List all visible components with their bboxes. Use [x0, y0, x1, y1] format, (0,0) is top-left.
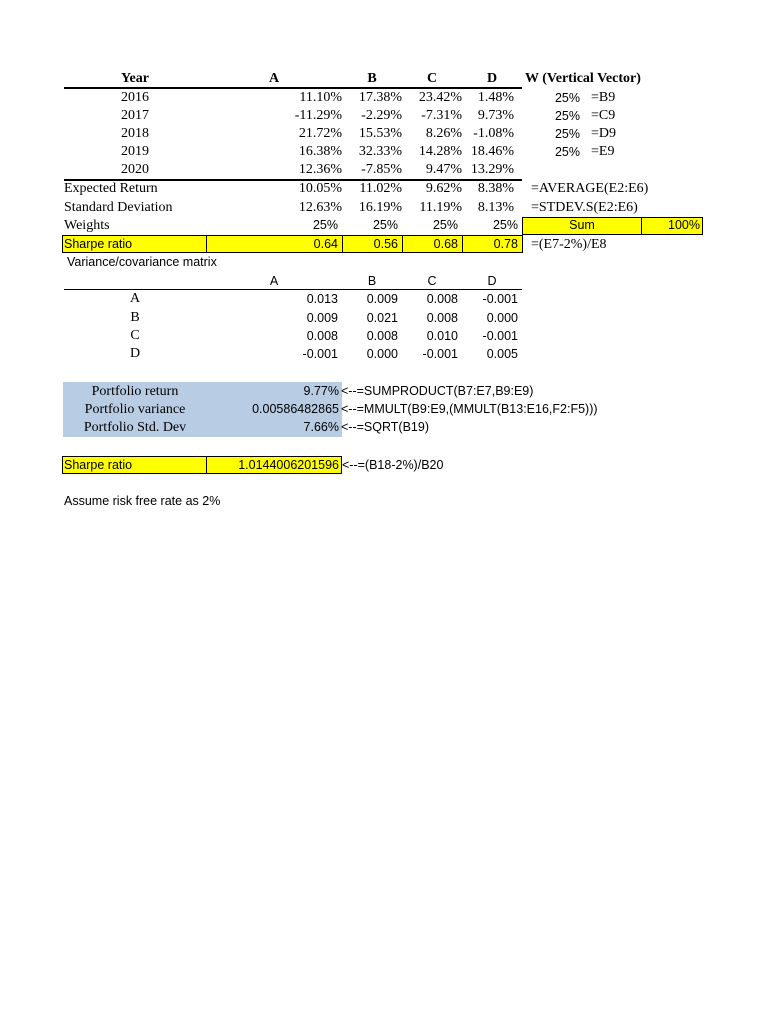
portfolio-sharpe-formula: <--=(B18-2%)/B20 [342, 458, 444, 472]
value-cell: 11.19% [419, 200, 462, 215]
value-cell: 14.28% [418, 144, 462, 159]
weight-input[interactable]: 25% [492, 218, 518, 232]
portfolio-variance-value: 0.00586482865 [252, 402, 339, 416]
header-d: D [486, 71, 498, 86]
matrix-header: D [487, 274, 497, 288]
matrix-cell: 0.008 [366, 329, 398, 343]
header-c: C [426, 71, 438, 86]
weight-input[interactable]: 25% [432, 218, 458, 232]
value-cell: 16.19% [358, 200, 402, 215]
matrix-row-label: A [129, 291, 141, 306]
matrix-cell: 0.010 [426, 329, 458, 343]
value-cell: 21.72% [298, 126, 342, 141]
value-cell: 8.38% [477, 181, 514, 196]
matrix-cell: 0.005 [486, 347, 518, 361]
sum-label: Sum [569, 218, 595, 232]
header-a: A [268, 71, 280, 86]
matrix-cell: 0.008 [306, 329, 338, 343]
header-underline [64, 87, 522, 89]
value-cell: 0.68 [433, 237, 458, 251]
matrix-cell: 0.000 [366, 347, 398, 361]
weight-cell: 25% [554, 109, 580, 123]
risk-free-note: Assume risk free rate as 2% [64, 494, 221, 508]
sum-value: 100% [668, 218, 700, 232]
value-cell: 0.78 [493, 237, 518, 251]
portfolio-stddev-formula: <--=SQRT(B19) [341, 420, 429, 434]
matrix-row-label: C [130, 328, 140, 343]
matrix-cell: 0.009 [366, 292, 398, 306]
value-cell: -2.29% [361, 108, 402, 123]
header-b: B [367, 71, 377, 86]
value-cell: 16.38% [298, 144, 342, 159]
weight-ref: =E9 [591, 144, 615, 159]
matrix-cell: -0.001 [302, 347, 338, 361]
value-cell: 11.02% [359, 181, 402, 196]
value-cell: 9.73% [477, 108, 514, 123]
value-cell: -7.85% [361, 162, 402, 177]
value-cell: 23.42% [418, 90, 462, 105]
matrix-rule [64, 289, 522, 290]
matrix-cell: -0.001 [482, 292, 518, 306]
value-cell: 15.53% [358, 126, 402, 141]
value-cell: 8.13% [477, 200, 514, 215]
portfolio-sharpe-label: Sharpe ratio [64, 458, 133, 472]
matrix-cell: 0.000 [486, 311, 518, 325]
weight-ref: =B9 [591, 90, 616, 105]
value-cell: -7.31% [421, 108, 462, 123]
weight-cell: 25% [554, 91, 580, 105]
year-cell: 2020 [121, 162, 149, 177]
value-cell: 12.36% [298, 162, 342, 177]
value-cell: 11.10% [299, 90, 342, 105]
weight-cell: 25% [554, 127, 580, 141]
portfolio-stddev-label: Portfolio Std. Dev [83, 420, 187, 435]
year-cell: 2019 [121, 144, 149, 159]
matrix-cell: -0.001 [482, 329, 518, 343]
value-cell: 10.05% [298, 181, 342, 196]
value-cell: 32.33% [358, 144, 402, 159]
value-cell: 0.64 [313, 237, 338, 251]
value-cell: 8.26% [425, 126, 462, 141]
expected-return-label: Expected Return [64, 181, 158, 196]
matrix-cell: 0.021 [366, 311, 398, 325]
weights-label: Weights [64, 218, 110, 233]
value-cell: -11.29% [294, 108, 342, 123]
stdev-label: Standard Deviation [64, 200, 173, 215]
value-cell: 0.56 [373, 237, 398, 251]
value-cell: 9.47% [425, 162, 462, 177]
portfolio-return-formula: <--=SUMPRODUCT(B7:E7,B9:E9) [341, 384, 534, 398]
matrix-header: C [427, 274, 437, 288]
covariance-title: Variance/covariance matrix [67, 255, 217, 269]
value-cell: 13.29% [470, 162, 514, 177]
matrix-row-label: D [129, 346, 141, 361]
weight-input[interactable]: 25% [372, 218, 398, 232]
matrix-cell: -0.001 [422, 347, 458, 361]
portfolio-variance-label: Portfolio variance [84, 402, 186, 417]
portfolio-return-label: Portfolio return [91, 384, 179, 399]
weight-ref: =C9 [591, 108, 616, 123]
portfolio-variance-formula: <--=MMULT(B9:E9,(MMULT(B13:E16,F2:F5))) [341, 402, 598, 416]
year-cell: 2017 [121, 108, 149, 123]
weight-ref: =D9 [591, 126, 617, 141]
portfolio-return-value: 9.77% [303, 384, 339, 398]
value-cell: 9.62% [425, 181, 462, 196]
matrix-cell: 0.008 [426, 311, 458, 325]
matrix-cell: 0.013 [306, 292, 338, 306]
matrix-row-label: B [130, 310, 140, 325]
weight-cell: 25% [554, 145, 580, 159]
value-cell: 18.46% [470, 144, 514, 159]
value-cell: 1.48% [477, 90, 514, 105]
header-year: Year [121, 71, 149, 86]
matrix-cell: 0.008 [426, 292, 458, 306]
expected-formula: =AVERAGE(E2:E6) [531, 181, 649, 196]
portfolio-stddev-value: 7.66% [303, 420, 339, 434]
stdev-formula: =STDEV.S(E2:E6) [531, 200, 638, 215]
matrix-header: A [269, 274, 279, 288]
matrix-header: B [367, 274, 377, 288]
sharpe-formula: =(E7-2%)/E8 [531, 237, 607, 252]
sharpe-label: Sharpe ratio [64, 237, 133, 251]
header-w: W (Vertical Vector) [525, 71, 641, 86]
portfolio-sharpe-value: 1.0144006201596 [238, 458, 339, 472]
value-cell: 12.63% [298, 200, 342, 215]
value-cell: -1.08% [473, 126, 514, 141]
value-cell: 17.38% [358, 90, 402, 105]
year-cell: 2016 [121, 90, 149, 105]
matrix-cell: 0.009 [306, 311, 338, 325]
year-cell: 2018 [121, 126, 149, 141]
weight-input[interactable]: 25% [312, 218, 338, 232]
